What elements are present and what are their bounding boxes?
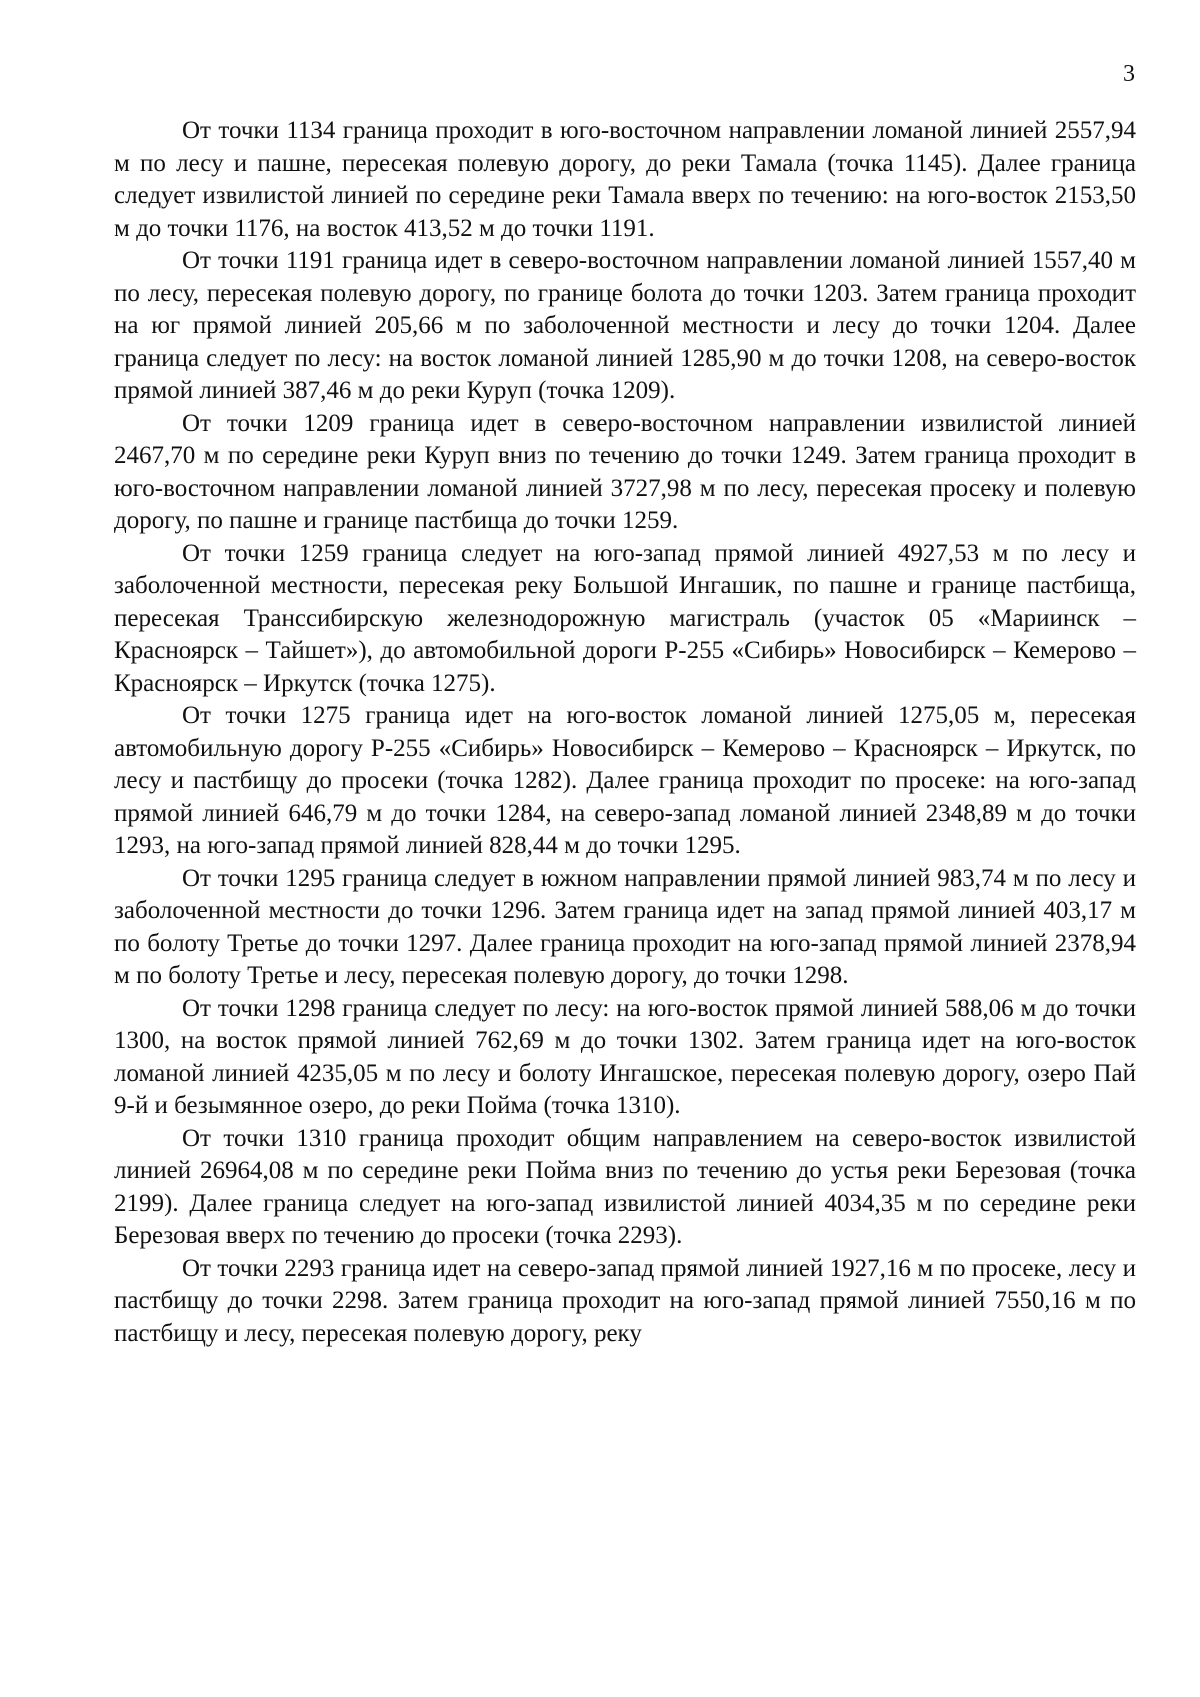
paragraph-2: От точки 1191 граница идет в северо-восточном направлении ломаной линией 1557,40 м по лесу, пересекая полевую дорогу, по границе болота до точки 1203. Затем граница проходит на юг прямой линией 205,66 м по заболоченной местности и лесу до точки 1204. Далее граница следует по лесу: на восток ломаной линией 1285,90 м до точки 1208, на северо-восток прямой линией 387,46 м до реки Куруп (точка 1209). bbox=[114, 247, 1136, 404]
paragraph-9: От точки 2293 граница идет на северо-запад прямой линией 1927,16 м по просеке, лесу и пастбищу до точки 2298. Затем граница проходит на юго-запад прямой линией 7550,16 м по пастбищу и лесу, пересекая полевую дорогу, реку bbox=[114, 1254, 1136, 1347]
paragraph-8: От точки 1310 граница проходит общим направлением на северо-восток извилистой линией 26964,08 м по середине реки Пойма вниз по течению до устья реки Березовая (точка 2199). Далее граница следует на юго-запад извилистой линией 4034,35 м по середине реки Березовая вверх по течению до просеки (точка 2293). bbox=[114, 1124, 1136, 1249]
page-number: 3 bbox=[1123, 61, 1135, 87]
paragraph-6: От точки 1295 граница следует в южном направлении прямой линией 983,74 м по лесу и заболоченной местности до точки 1296. Затем граница идет на запад прямой линией 403,17 м по болоту Третье до точки 1297. Далее граница проходит на юго-запад прямой линией 2378,94 м по болоту Третье и лесу, пересекая полевую дорогу, до точки 1298. bbox=[114, 864, 1136, 989]
paragraph-3: От точки 1209 граница идет в северо-восточном направлении извилистой линией 2467,70 м по середине реки Куруп вниз по течению до точки 1249. Затем граница проходит в юго-восточном направлении ломаной линией 3727,98 м по лесу, пересекая просеку и полевую дорогу, по пашне и границе пастбища до точки 1259. bbox=[114, 409, 1136, 534]
paragraph-4: От точки 1259 граница следует на юго-запад прямой линией 4927,53 м по лесу и заболоченной местности, пересекая реку Большой Ингашик, по пашне и границе пастбища, пересекая Транссибирскую железнодорожную магистраль (участок 05 «Мариинск – Красноярск – Тайшет»), до автомобильной дороги Р-255 «Сибирь» Новосибирск – Кемерово – Красноярск – Иркутск (точка 1275). bbox=[114, 539, 1136, 697]
paragraph-7: От точки 1298 граница следует по лесу: на юго-восток прямой линией 588,06 м до точки 1300, на восток прямой линией 762,69 м до точки 1302. Затем граница идет на юго-восток ломаной линией 4235,05 м по лесу и болоту Ингашское, пересекая полевую дорогу, озеро Пай 9-й и безымянное озеро, до реки Пойма (точка 1310). bbox=[114, 994, 1136, 1119]
document-body bbox=[114, 115, 1136, 1350]
paragraph-1: От точки 1134 граница проходит в юго-восточном направлении ломаной линией 2557,94 м по лесу и пашне, пересекая полевую дорогу, до реки Тамала (точка 1145). Далее граница следует извилистой линией по середине реки Тамала вверх по течению: на юго-восток 2153,50 м до точки 1176, на восток 413,52 м до точки 1191. bbox=[114, 117, 1136, 242]
paragraph-5: От точки 1275 граница идет на юго-восток ломаной линией 1275,05 м, пересекая автомобильную дорогу Р-255 «Сибирь» Новосибирск – Кемерово – Красноярск – Иркутск, по лесу и пастбищу до просеки (точка 1282). Далее граница проходит по просеке: на юго-запад прямой линией 646,79 м до точки 1284, на северо-запад ломаной линией 2348,89 м до точки 1293, на юго-запад прямой линией 828,44 м до точки 1295. bbox=[114, 702, 1136, 859]
